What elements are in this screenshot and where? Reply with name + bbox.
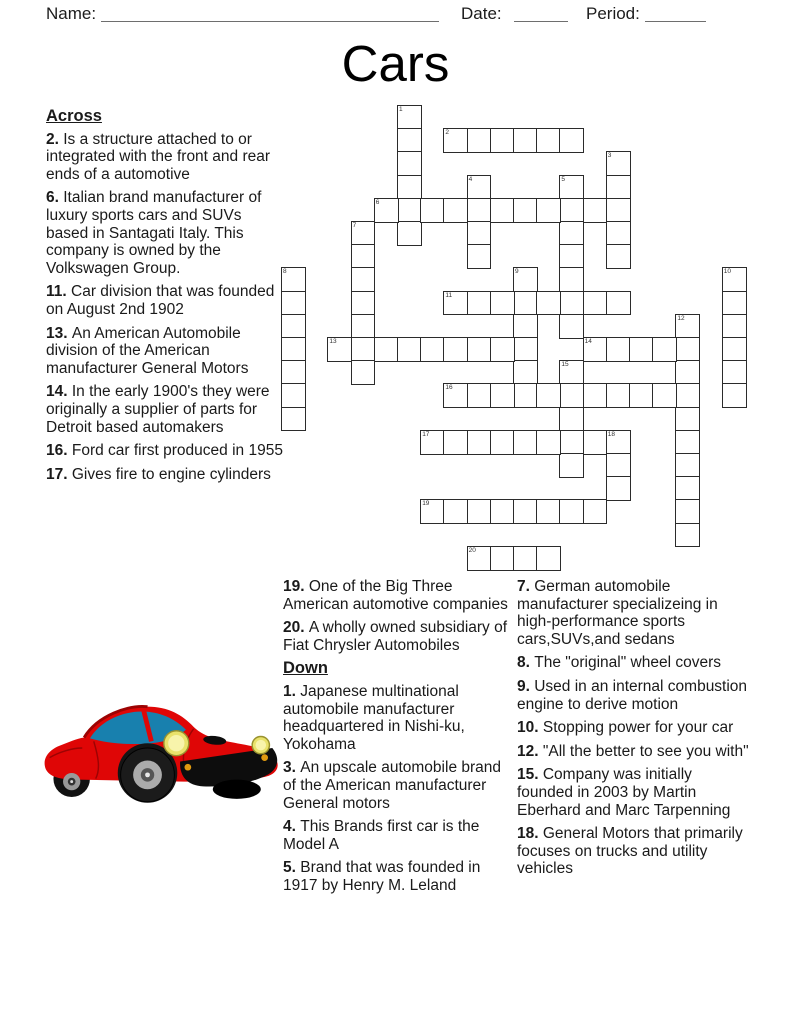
grid-cell[interactable] — [513, 128, 538, 153]
grid-cell[interactable] — [675, 360, 700, 385]
page-title: Cars — [341, 35, 450, 92]
grid-cell[interactable] — [675, 476, 700, 501]
grid-cell[interactable] — [513, 430, 538, 455]
period-blank-line[interactable] — [645, 4, 706, 22]
grid-cell[interactable] — [490, 337, 515, 362]
clue-19: 19. One of the Big Three American automotive companies — [283, 578, 508, 613]
grid-cell[interactable] — [397, 221, 422, 246]
grid-cell[interactable] — [629, 383, 654, 408]
clue-9: 9. Used in an internal combustion engine to derive motion — [517, 677, 748, 713]
grid-cell[interactable] — [467, 198, 492, 223]
grid-cell[interactable] — [606, 430, 631, 455]
grid-cell[interactable] — [606, 337, 631, 362]
grid-cell[interactable] — [351, 221, 376, 246]
grid-cell[interactable] — [443, 291, 468, 316]
cell-number: 2 — [445, 129, 450, 137]
clue-number: 9. — [517, 677, 535, 695]
grid-cell[interactable] — [467, 221, 492, 246]
grid-cell[interactable] — [652, 337, 677, 362]
cell-number: 3 — [607, 152, 612, 160]
clue-number: 10. — [517, 719, 543, 737]
grid-cell[interactable] — [606, 198, 631, 223]
grid-cell[interactable] — [443, 198, 468, 223]
clue-16: 16. Ford car first produced in 1955 — [46, 442, 283, 460]
cell-number: 13 — [329, 338, 337, 345]
clue-15: 15. Company was initially founded in 2003 by Martin Eberhard and Marc Tarpenning — [517, 766, 731, 819]
clue-2: 2. Is a structure attached to or integrated with the front and rear ends of a automotive — [46, 130, 271, 183]
date-blank-line[interactable] — [514, 4, 568, 22]
grid-cell[interactable] — [351, 244, 376, 269]
clue-number: 4. — [283, 818, 301, 836]
clue-number: 15. — [517, 766, 543, 784]
car-image — [40, 688, 280, 808]
grid-cell[interactable] — [443, 430, 468, 455]
section-heading-down: Down — [283, 659, 328, 678]
grid-cell[interactable] — [467, 244, 492, 269]
grid-cell[interactable] — [675, 383, 700, 408]
grid-cell[interactable] — [536, 383, 561, 408]
cell-number: 20 — [468, 546, 476, 554]
grid-cell[interactable] — [513, 267, 538, 292]
grid-cell[interactable] — [675, 523, 700, 548]
cell-number: 5 — [561, 175, 566, 183]
grid-cell[interactable] — [490, 499, 515, 524]
grid-cell[interactable] — [583, 337, 608, 362]
grid-cell[interactable] — [467, 128, 492, 153]
clue-7: 7. German automobile manufacturer specializeing in high-performance sports cars,SUVs,and sedans — [517, 578, 718, 648]
grid-cell[interactable] — [490, 546, 515, 571]
grid-cell[interactable] — [443, 499, 468, 524]
cell-number: 4 — [468, 175, 473, 183]
grid-cell[interactable] — [513, 291, 538, 316]
grid-cell[interactable] — [559, 360, 584, 385]
grid-cell[interactable] — [351, 337, 376, 362]
grid-cell[interactable] — [351, 314, 376, 339]
grid-cell[interactable] — [675, 430, 700, 455]
grid-cell[interactable] — [490, 383, 515, 408]
grid-cell[interactable] — [583, 198, 608, 223]
grid-cell[interactable] — [583, 383, 608, 408]
clue-3: 3. An upscale automobile brand of the American manufacturer General motors — [283, 759, 502, 812]
grid-cell[interactable] — [606, 383, 631, 408]
grid-cell[interactable] — [583, 291, 608, 316]
clue-number: 12. — [517, 742, 543, 760]
grid-cell[interactable] — [374, 337, 399, 362]
clue-number: 1. — [283, 682, 301, 700]
grid-cell[interactable] — [397, 198, 422, 223]
clue-number: 7. — [517, 578, 535, 595]
clue-number: 6. — [46, 189, 64, 207]
clue-20: 20. A wholly owned subsidiary of Fiat Chrysler Automobiles — [283, 619, 508, 654]
grid-cell[interactable] — [351, 360, 376, 385]
grid-cell[interactable] — [467, 430, 492, 455]
grid-cell[interactable] — [559, 453, 584, 478]
clue-17: 17. Gives fire to engine cylinders — [46, 465, 271, 483]
grid-cell[interactable] — [559, 383, 584, 408]
grid-cell[interactable] — [467, 291, 492, 316]
grid-cell[interactable] — [722, 383, 747, 408]
clue-14: 14. In the early 1900's they were originally a supplier of parts for Detroit based automakers — [46, 383, 270, 436]
clue-number: 20. — [283, 619, 309, 637]
clue-1: 1. Japanese multinational automobile manufacturer headquartered in Nishi-ku, Yokohama — [283, 682, 465, 753]
grid-cell[interactable] — [513, 499, 538, 524]
period-label: Period: — [586, 4, 640, 23]
grid-cell[interactable] — [629, 337, 654, 362]
grid-cell[interactable] — [443, 128, 468, 153]
grid-cell[interactable] — [513, 314, 538, 339]
grid-cell[interactable] — [675, 337, 700, 362]
grid-cell[interactable] — [420, 499, 445, 524]
grid-cell[interactable] — [559, 291, 584, 316]
grid-cell[interactable] — [606, 476, 631, 501]
grid-cell[interactable] — [420, 430, 445, 455]
grid-cell[interactable] — [513, 337, 538, 362]
clue-number: 14. — [46, 383, 72, 401]
grid-cell[interactable] — [351, 291, 376, 316]
grid-cell[interactable] — [606, 244, 631, 269]
clue-number: 2. — [46, 130, 64, 148]
grid-cell[interactable] — [351, 267, 376, 292]
grid-cell[interactable] — [606, 221, 631, 246]
grid-cell[interactable] — [722, 291, 747, 316]
grid-cell[interactable] — [559, 128, 584, 153]
cell-number: 14 — [584, 338, 592, 345]
grid-cell[interactable] — [490, 430, 515, 455]
grid-cell[interactable] — [606, 151, 631, 176]
cell-number: 9 — [515, 268, 519, 276]
cell-number: 16 — [445, 384, 453, 392]
cell-number: 19 — [422, 500, 430, 508]
grid-cell[interactable] — [559, 221, 584, 246]
grid-cell[interactable] — [490, 128, 515, 153]
grid-cell[interactable] — [420, 198, 445, 223]
clue-10: 10. Stopping power for your car — [517, 719, 734, 737]
grid-cell[interactable] — [722, 360, 747, 385]
clue-5: 5. Brand that was founded in 1917 by Henry M. Leland — [283, 859, 481, 894]
cell-number: 6 — [375, 198, 380, 206]
across-clues-column — [46, 108, 286, 489]
grid-cell[interactable] — [443, 337, 468, 362]
grid-cell[interactable] — [327, 337, 352, 362]
grid-cell[interactable] — [583, 430, 608, 455]
clue-number: 5. — [283, 859, 301, 877]
grid-cell[interactable] — [722, 337, 747, 362]
cell-number: 10 — [723, 268, 732, 276]
grid-cell[interactable] — [467, 546, 492, 571]
cell-number: 11 — [445, 291, 453, 299]
grid-cell[interactable] — [397, 337, 422, 362]
name-label: Name: — [46, 4, 97, 23]
grid-cell[interactable] — [536, 430, 561, 455]
grid-cell[interactable] — [397, 175, 422, 200]
clue-6: 6. Italian brand manufacturer of luxury sports cars and SUVs based in Santagati Italy. This company is owned by the Volkswagen Group. — [46, 189, 262, 277]
clue-number: 11. — [46, 283, 71, 301]
grid-cell[interactable] — [467, 337, 492, 362]
cell-number: 18 — [607, 430, 616, 438]
clue-13: 13. An American Automobile division of the American manufacturer General Motors — [46, 324, 249, 377]
grid-cell[interactable] — [675, 499, 700, 524]
grid-cell[interactable] — [652, 383, 677, 408]
grid-cell[interactable] — [606, 291, 631, 316]
grid-cell[interactable] — [559, 267, 584, 292]
grid-cell[interactable] — [559, 244, 584, 269]
name-blank-line[interactable] — [101, 4, 439, 22]
clue-8: 8. The "original" wheel covers — [517, 654, 721, 672]
cell-number: 1 — [399, 106, 403, 113]
clue-number: 16. — [46, 442, 72, 460]
clue-number: 8. — [517, 654, 535, 672]
clue-number: 13. — [46, 324, 72, 342]
grid-cell[interactable] — [513, 360, 538, 385]
grid-cell[interactable] — [722, 267, 747, 292]
clue-number: 3. — [283, 759, 301, 777]
grid-cell[interactable] — [675, 453, 700, 478]
grid-cell[interactable] — [559, 499, 584, 524]
grid-cell[interactable] — [467, 175, 492, 200]
cell-number: 7 — [352, 222, 357, 229]
grid-cell[interactable] — [559, 430, 584, 455]
grid-cell[interactable] — [606, 175, 631, 200]
cell-number: 15 — [561, 361, 569, 369]
cell-number: 12 — [677, 314, 685, 322]
grid-cell[interactable] — [675, 314, 700, 339]
clue-4: 4. This Brands first car is the Model A — [283, 818, 480, 853]
date-label: Date: — [461, 4, 502, 23]
grid-cell[interactable] — [513, 198, 538, 223]
bottom-middle-clues-column — [283, 578, 511, 901]
grid-cell[interactable] — [490, 291, 515, 316]
grid-cell[interactable] — [397, 151, 422, 176]
grid-cell[interactable] — [420, 337, 445, 362]
grid-cell[interactable] — [536, 198, 561, 223]
clue-number: 17. — [46, 465, 72, 483]
clue-12: 12. "All the better to see you with" — [517, 742, 749, 760]
grid-cell[interactable] — [374, 198, 399, 223]
clue-number: 19. — [283, 578, 309, 595]
clue-number: 18. — [517, 825, 543, 843]
grid-cell[interactable] — [559, 175, 584, 200]
grid-cell[interactable] — [536, 546, 561, 571]
grid-cell[interactable] — [559, 407, 584, 432]
grid-cell[interactable] — [536, 128, 561, 153]
grid-cell[interactable] — [536, 291, 561, 316]
grid-cell[interactable] — [559, 314, 584, 339]
grid-cell[interactable] — [397, 105, 422, 130]
grid-cell[interactable] — [490, 198, 515, 223]
grid-cell[interactable] — [559, 198, 584, 223]
clue-18: 18. General Motors that primarily focuses on trucks and utility vehicles — [517, 825, 743, 878]
grid-cell[interactable] — [675, 407, 700, 432]
crossword-grid — [281, 105, 749, 573]
grid-cell[interactable] — [606, 453, 631, 478]
bottom-right-clues-column — [517, 578, 751, 884]
grid-cell[interactable] — [536, 499, 561, 524]
grid-cell[interactable] — [467, 499, 492, 524]
grid-cell[interactable] — [443, 383, 468, 408]
cell-number: 8 — [283, 268, 287, 276]
section-heading-across: Across — [46, 107, 102, 125]
grid-cell[interactable] — [397, 128, 422, 153]
grid-cell[interactable] — [722, 314, 747, 339]
clue-11: 11. Car division that was founded on August 2nd 1902 — [46, 283, 275, 318]
grid-cell[interactable] — [513, 546, 538, 571]
grid-cell[interactable] — [583, 499, 608, 524]
cell-number: 17 — [422, 430, 430, 438]
grid-cell[interactable] — [513, 383, 538, 408]
grid-cell[interactable] — [467, 383, 492, 408]
